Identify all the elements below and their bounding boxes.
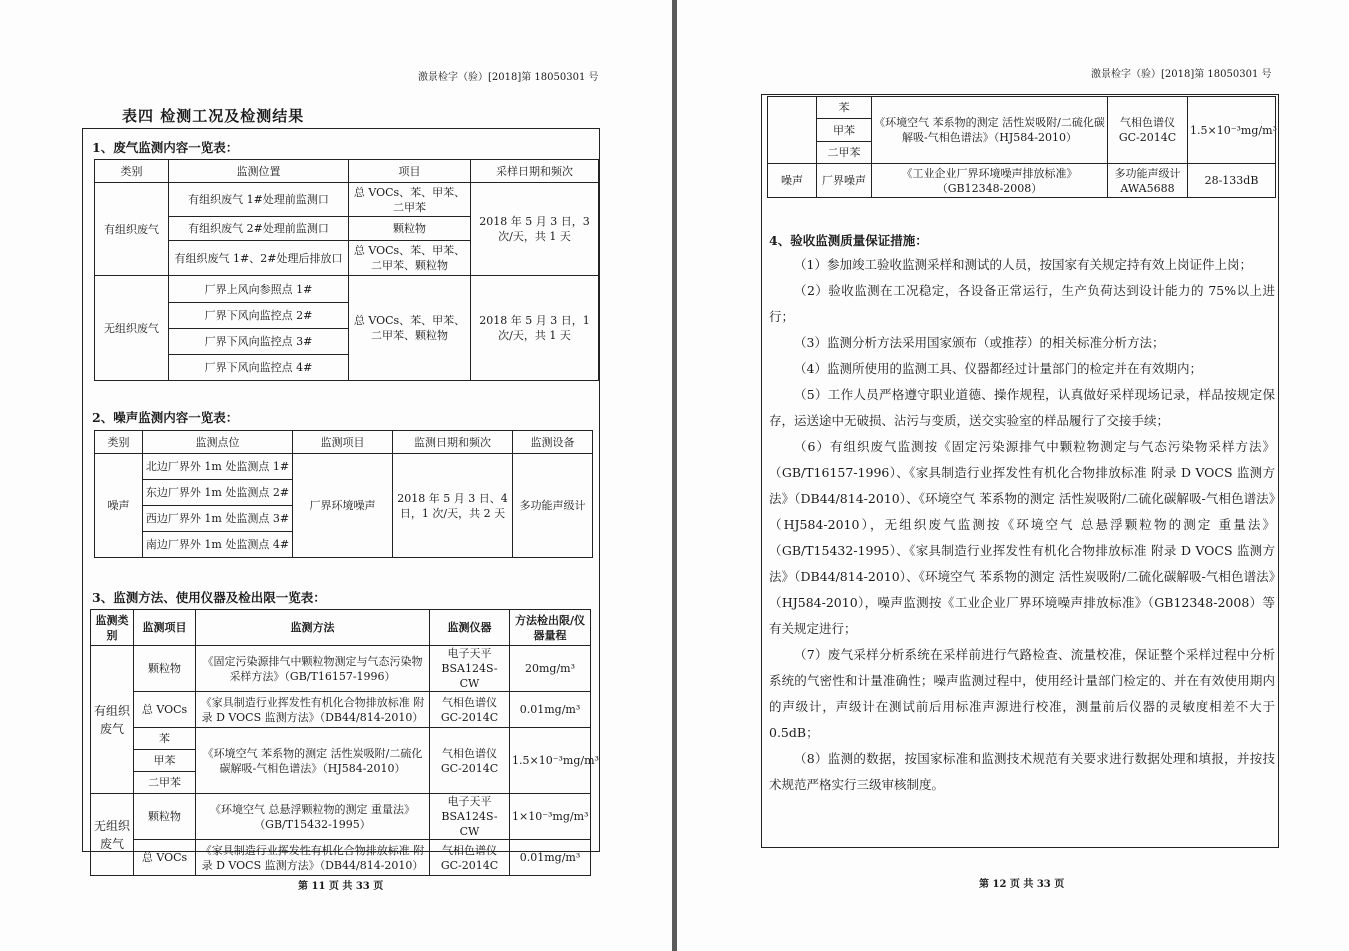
- item-cell: 苯: [817, 97, 872, 119]
- table-row: [768, 164, 1276, 198]
- category-cell: 有组织废气: [91, 646, 134, 794]
- table-row: [91, 840, 591, 876]
- method-cell: 《固定污染源排气中颗粒物测定与气态污染物采样方法》（GB/T16157-1996）: [196, 646, 430, 692]
- section-heading-noise: 2、噪声监测内容一览表：: [92, 410, 239, 425]
- category-cell: 无组织废气: [95, 276, 169, 381]
- header-cell: 监测位置: [169, 160, 349, 183]
- header-cell: 监测日期和频次: [393, 431, 513, 454]
- location-cell: 有组织废气 1#、2#处理后排放口: [169, 241, 349, 276]
- document-page-12: [677, 0, 1349, 951]
- quality-measures-text: [769, 252, 1275, 798]
- report-number-header: 激景检字（验）[2018]第 18050301 号: [1091, 69, 1272, 80]
- header-cell: 监测点位: [143, 431, 293, 454]
- header-cell: 监测方法: [196, 610, 430, 646]
- instrument-cell: 电子天平 BSA124S-CW: [430, 794, 510, 840]
- table-title: 表四 检测工况及检测结果: [122, 107, 305, 125]
- exhaust-monitoring-table: [94, 159, 599, 381]
- item-cell: 厂界环境噪声: [293, 454, 393, 558]
- point-cell: 东边厂界外 1m 处监测点 2#: [143, 480, 293, 506]
- header-cell: 采样日期和频次: [471, 160, 599, 183]
- report-number-header: 激景检字（验）[2018]第 18050301 号: [418, 72, 599, 83]
- header-cell: 监测项目: [293, 431, 393, 454]
- section-heading-methods: 3、监测方法、使用仪器及检出限一览表：: [92, 590, 326, 605]
- item-cell: 二甲苯: [134, 772, 196, 794]
- item-cell: 总 VOCs、苯、甲苯、二甲苯: [349, 183, 471, 217]
- section-heading-quality: 4、验收监测质量保证措施：: [769, 233, 928, 248]
- limit-cell: 0.01mg/m³: [510, 840, 591, 876]
- method-cell: 《环境空气 苯系物的测定 活性炭吸附/二硫化碳解吸-气相色谱法》（HJ584-2010）: [872, 97, 1108, 164]
- category-cell: 噪声: [768, 164, 817, 198]
- table-header-row: [95, 431, 593, 454]
- frequency-cell: 2018 年 5 月 3 日、4 日，1 次/天，共 2 天: [393, 454, 513, 558]
- item-cell: 总 VOCs、苯、甲苯、二甲苯、颗粒物: [349, 276, 471, 381]
- location-cell: 厂界下风向监控点 4#: [169, 355, 349, 381]
- methods-table-continued: [767, 96, 1276, 198]
- item-cell: 甲苯: [134, 750, 196, 772]
- page-number-footer: 第 11 页 共 33 页: [298, 881, 384, 892]
- instrument-cell: 气相色谱仪 GC-2014C: [1108, 97, 1188, 164]
- paragraph: （8）监测的数据，按国家标准和监测技术规范有关要求进行数据处理和填报，并按技术规范严格实行三级审核制度。: [769, 751, 1275, 792]
- instrument-cell: 气相色谱仪 GC-2014C: [430, 692, 510, 728]
- instrument-cell: 电子天平 BSA124S-CW: [430, 646, 510, 692]
- method-cell: 《环境空气 总悬浮颗粒物的测定 重量法》（GB/T15432-1995）: [196, 794, 430, 840]
- frequency-cell: 2018 年 5 月 3 日，3 次/天，共 1 天: [471, 183, 599, 276]
- paragraph: （4）监测所使用的监测工具、仪器都经过计量部门的检定并在有效期内；: [794, 361, 1202, 376]
- table-header-row: [95, 160, 599, 183]
- paragraph: （2）验收监测在工况稳定，各设备正常运行，生产负荷达到设计能力的 75%以上进行；: [769, 283, 1275, 324]
- location-cell: 有组织废气 2#处理前监测口: [169, 217, 349, 241]
- location-cell: 厂界下风向监控点 2#: [169, 303, 349, 329]
- item-cell: 厂界噪声: [817, 164, 872, 198]
- noise-monitoring-table: [94, 430, 593, 558]
- device-cell: 多功能声级计: [513, 454, 593, 558]
- limit-cell: 1.5×10⁻³mg/m³: [510, 728, 591, 794]
- limit-cell: 20mg/m³: [510, 646, 591, 692]
- header-cell: 监测设备: [513, 431, 593, 454]
- point-cell: 北边厂界外 1m 处监测点 1#: [143, 454, 293, 480]
- category-cell: 噪声: [95, 454, 143, 558]
- category-cell: 无组织废气: [91, 794, 134, 876]
- table-row: [91, 794, 591, 840]
- table-row: [91, 728, 591, 750]
- item-cell: 苯: [134, 728, 196, 750]
- location-cell: 厂界下风向监控点 3#: [169, 329, 349, 355]
- item-cell: 颗粒物: [134, 646, 196, 692]
- table-row: [95, 454, 593, 480]
- method-cell: 《家具制造行业挥发性有机化合物排放标准 附录 D VOCS 监测方法》（DB44/814-2010）: [196, 692, 430, 728]
- header-cell: 类别: [95, 431, 143, 454]
- item-cell: 总 VOCs: [134, 840, 196, 876]
- method-cell: 《工业企业厂界环境噪声排放标准》（GB12348-2008）: [872, 164, 1108, 198]
- item-cell: 甲苯: [817, 119, 872, 142]
- header-cell: 方法检出限/仪器量程: [510, 610, 591, 646]
- paragraph: （6）有组织废气监测按《固定污染源排气中颗粒物测定与气态污染物采样方法》（GB/T16157-1996）、《家具制造行业挥发性有机化合物排放标准 附录 D VOCS 监测方法》（DB44/814-2010）、《环境空气 苯系物的测定 活性炭吸附/二硫化碳解吸-气相色谱法》（HJ584-2010），无组织废气监测按《环境空气 总悬浮颗粒物的测定 重量法》（GB/T15432-1995）、《家具制造行业挥发性有机化合物排放标准 附录 D VOCS 监测方法》（DB44/814-2010）、《环境空气 苯系物的测定 活性炭吸附/二硫化碳解吸-气相色谱法》（HJ584-2010），噪声监测按《工业企业厂界环境噪声排放标准》（GB12348-2008）等有关规定进行；: [769, 439, 1275, 636]
- method-cell: 《环境空气 苯系物的测定 活性炭吸附/二硫化碳解吸-气相色谱法》（HJ584-2010）: [196, 728, 430, 794]
- table-row: [95, 183, 599, 217]
- header-cell: 项目: [349, 160, 471, 183]
- frequency-cell: 2018 年 5 月 3 日，1 次/天，共 1 天: [471, 276, 599, 381]
- paragraph: （7）废气采样分析系统在采样前进行气路检查、流量校准，保证整个采样过程中分析系统的气密性和计量准确性；噪声监测过程中，使用经计量部门检定的、并在有效使用期内的声级计，声级计在测试前后用标准声源进行校准，测量前后仪器的灵敏度相差不大于 0.5dB；: [769, 647, 1275, 740]
- limit-cell: 0.01mg/m³: [510, 692, 591, 728]
- table-row: [91, 692, 591, 728]
- location-cell: 厂界上风向参照点 1#: [169, 276, 349, 303]
- header-cell: 监测仪器: [430, 610, 510, 646]
- page-number-footer: 第 12 页 共 33 页: [979, 879, 1065, 890]
- paragraph: （1）参加竣工验收监测采样和测试的人员，按国家有关规定持有效上岗证件上岗；: [794, 257, 1252, 272]
- instrument-cell: 气相色谱仪 GC-2014C: [430, 840, 510, 876]
- header-cell: 类别: [95, 160, 169, 183]
- item-cell: 总 VOCs: [134, 692, 196, 728]
- header-cell: 监测项目: [134, 610, 196, 646]
- document-page-11: [0, 0, 672, 951]
- point-cell: 西边厂界外 1m 处监测点 3#: [143, 506, 293, 532]
- header-cell: 监测类别: [91, 610, 134, 646]
- table-row: [95, 276, 599, 303]
- limit-cell: 28-133dB: [1188, 164, 1276, 198]
- table-row: [91, 646, 591, 692]
- item-cell: 颗粒物: [349, 217, 471, 241]
- location-cell: 有组织废气 1#处理前监测口: [169, 183, 349, 217]
- category-cell: [768, 97, 817, 164]
- item-cell: 颗粒物: [134, 794, 196, 840]
- paragraph: （3）监测分析方法采用国家颁布（或推荐）的相关标准分析方法；: [794, 335, 1165, 350]
- section-heading-exhaust: 1、废气监测内容一览表：: [92, 140, 239, 155]
- item-cell: 总 VOCs、苯、甲苯、二甲苯、颗粒物: [349, 241, 471, 276]
- limit-cell: 1.5×10⁻³mg/m³: [1188, 97, 1276, 164]
- category-cell: 有组织废气: [95, 183, 169, 276]
- table-header-row: [91, 610, 591, 646]
- method-cell: 《家具制造行业挥发性有机化合物排放标准 附录 D VOCS 监测方法》（DB44/814-2010）: [196, 840, 430, 876]
- methods-table: [90, 609, 599, 876]
- paragraph: （5）工作人员严格遵守职业道德、操作规程，认真做好采样现场记录，样品按规定保存，运送途中无破损、沾污与变质，送交实验室的样品履行了交接手续；: [769, 387, 1275, 428]
- table-row: [768, 97, 1276, 119]
- item-cell: 二甲苯: [817, 142, 872, 164]
- point-cell: 南边厂界外 1m 处监测点 4#: [143, 532, 293, 558]
- instrument-cell: 多功能声级计 AWA5688: [1108, 164, 1188, 198]
- instrument-cell: 气相色谱仪 GC-2014C: [430, 728, 510, 794]
- limit-cell: 1×10⁻³mg/m³: [510, 794, 591, 840]
